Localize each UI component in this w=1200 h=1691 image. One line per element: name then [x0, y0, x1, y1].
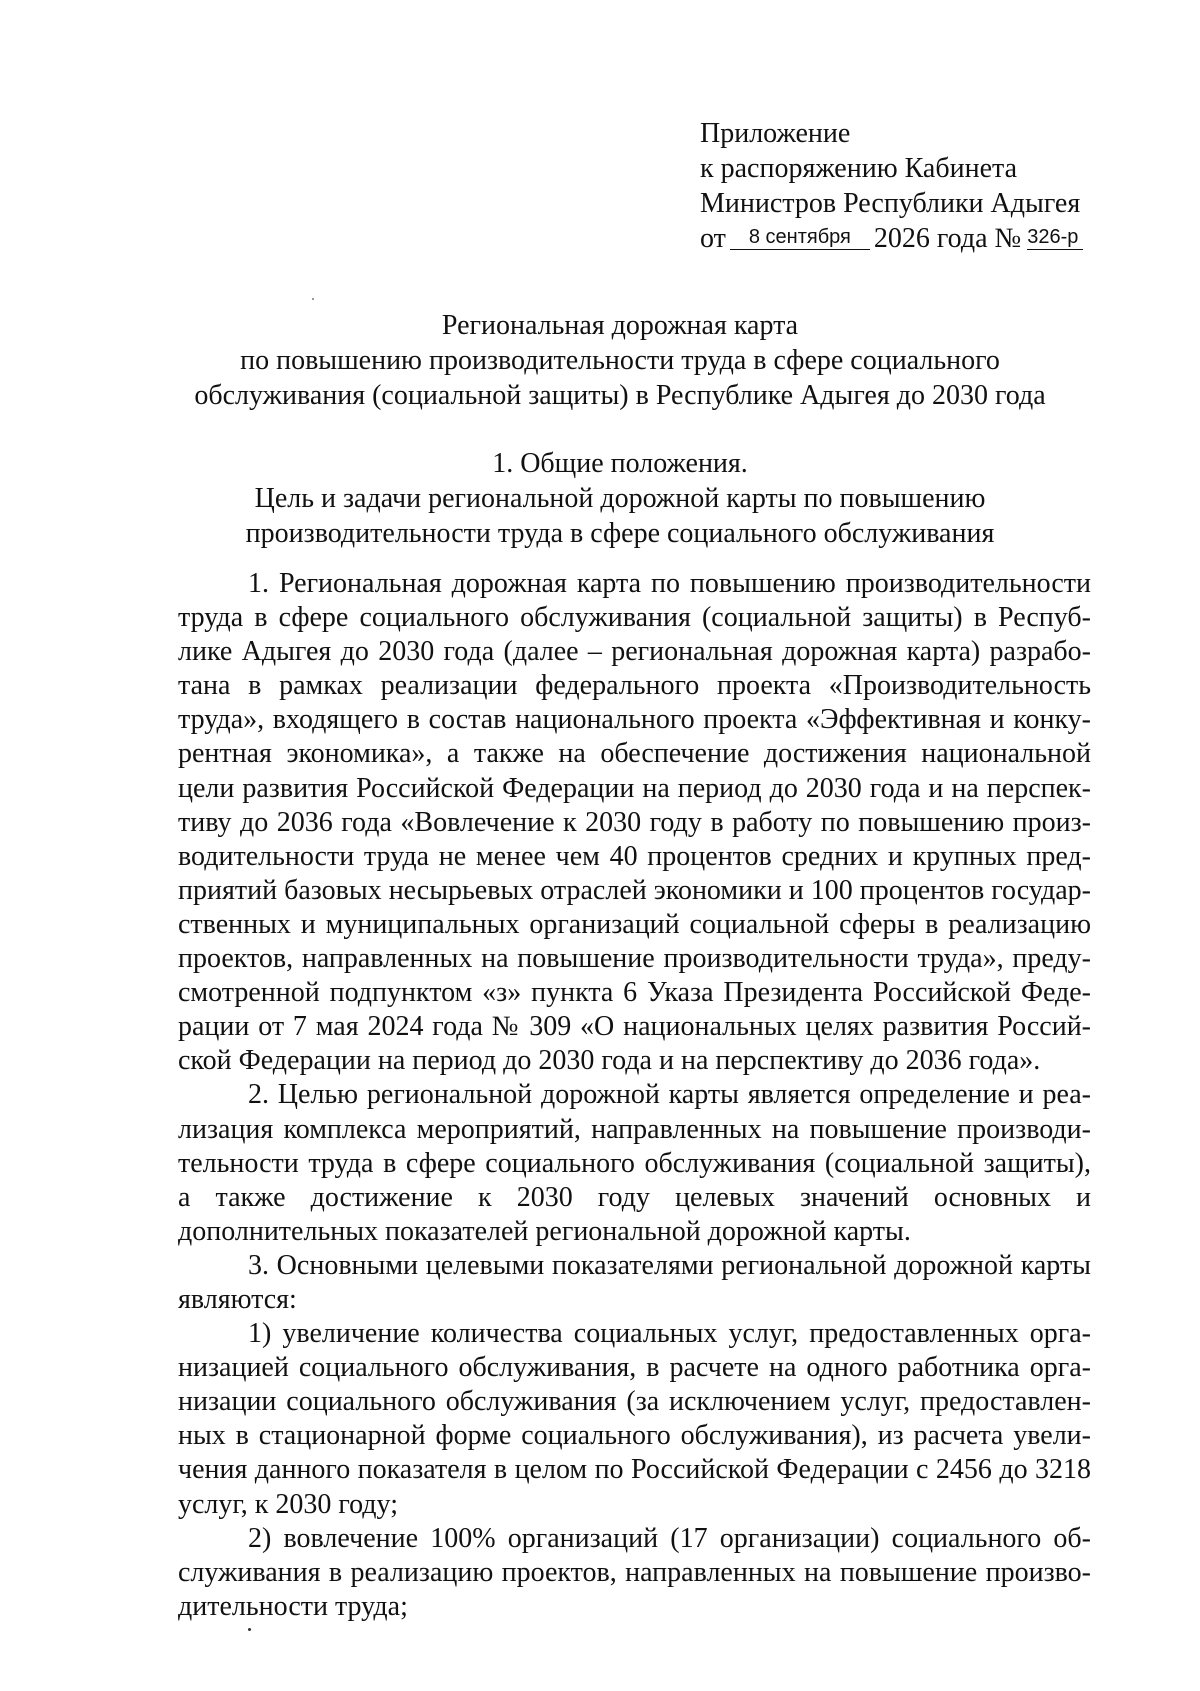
title-line-3: обслуживания (социальной защиты) в Республике Адыгея до 2030 года — [194, 380, 1046, 411]
title-line-1: Региональная дорожная карта — [441, 310, 799, 341]
date-value: 8 сентября — [730, 225, 870, 250]
body-text — [178, 567, 1091, 1624]
title-line-2: по повышению производительности труда в сфере социального — [240, 345, 1000, 376]
document-title — [160, 308, 1080, 413]
appendix-line-1: Приложение — [700, 118, 851, 149]
paragraph-5: 2) вовлечение 100% организаций (17 организации) социального обслуживания в реализацию проектов, направленных на повышение производительности труда; — [178, 1522, 1091, 1622]
scan-speck — [312, 298, 314, 300]
appendix-line-2: к распоряжению Кабинета — [700, 153, 1017, 184]
section-line-2: Цель и задачи региональной дорожной карты по повышению — [254, 483, 986, 514]
scan-dot — [248, 1628, 251, 1631]
section-line-1: 1. Общие положения. — [492, 448, 748, 479]
paragraph-4: 1) увеличение количества социальных услуг, предоставленных организацией социального обслуживания, в расчете на одного работника организации социального обслуживания (за исключением услуг, предоставленных в стационарной форме социального обслуживания), из расчета увеличения данного показателя в целом по Российской Федерации с 2456 до 3218 услуг, к 2030 году; — [178, 1318, 1091, 1520]
order-number: 326-р — [1027, 225, 1083, 250]
paragraph-1: 1. Региональная дорожная карта по повышению производительности труда в сфере социального обслуживания (социальной защиты) в Республике Адыгея до 2030 года (далее – региональная дорожная карта) разработана в рамках реализации федерального проекта «Производительность труда», входящего в состав национального проекта «Эффективная и конкурентная экономика», а также на обеспечение достижения национальной цели развития Российской Федерации на период до 2030 года и на перспективу до 2036 года «Вовлечение к 2030 году в работу по повышению производительности труда не менее чем 40 процентов средних и крупных предприятий базовых несырьевых отраслей экономики и 100 процентов государственных и муниципальных организаций социальной сферы в реализацию проектов, направленных на повышение производительности труда», предусмотренной подпунктом «з» пункта 6 Указа Президента Российской Федерации от 7 мая 2024 года № 309 «О национальных целях развития Российской Федерации на период до 2030 года и на перспективу до 2036 года». — [178, 568, 1091, 1077]
section-heading — [160, 446, 1080, 551]
year-text: 2026 года № — [873, 223, 1022, 254]
appendix-date-line — [700, 221, 1140, 256]
appendix-line-3: Министров Республики Адыгея — [700, 188, 1081, 219]
date-prefix: от — [700, 223, 726, 254]
paragraph-3: 3. Основными целевыми показателями региональной дорожной карты являются: — [178, 1249, 1091, 1315]
section-line-3: производительности труда в сфере социального обслуживания — [245, 518, 995, 549]
paragraph-2: 2. Целью региональной дорожной карты является определение и реализация комплекса мероприятий, направленных на повышение производительности труда в сфере социального обслуживания (социальной защиты), а также достижение к 2030 году целевых значений основных и дополнительных показателей региональной дорожной карты. — [178, 1079, 1091, 1247]
appendix-header — [700, 116, 1140, 256]
